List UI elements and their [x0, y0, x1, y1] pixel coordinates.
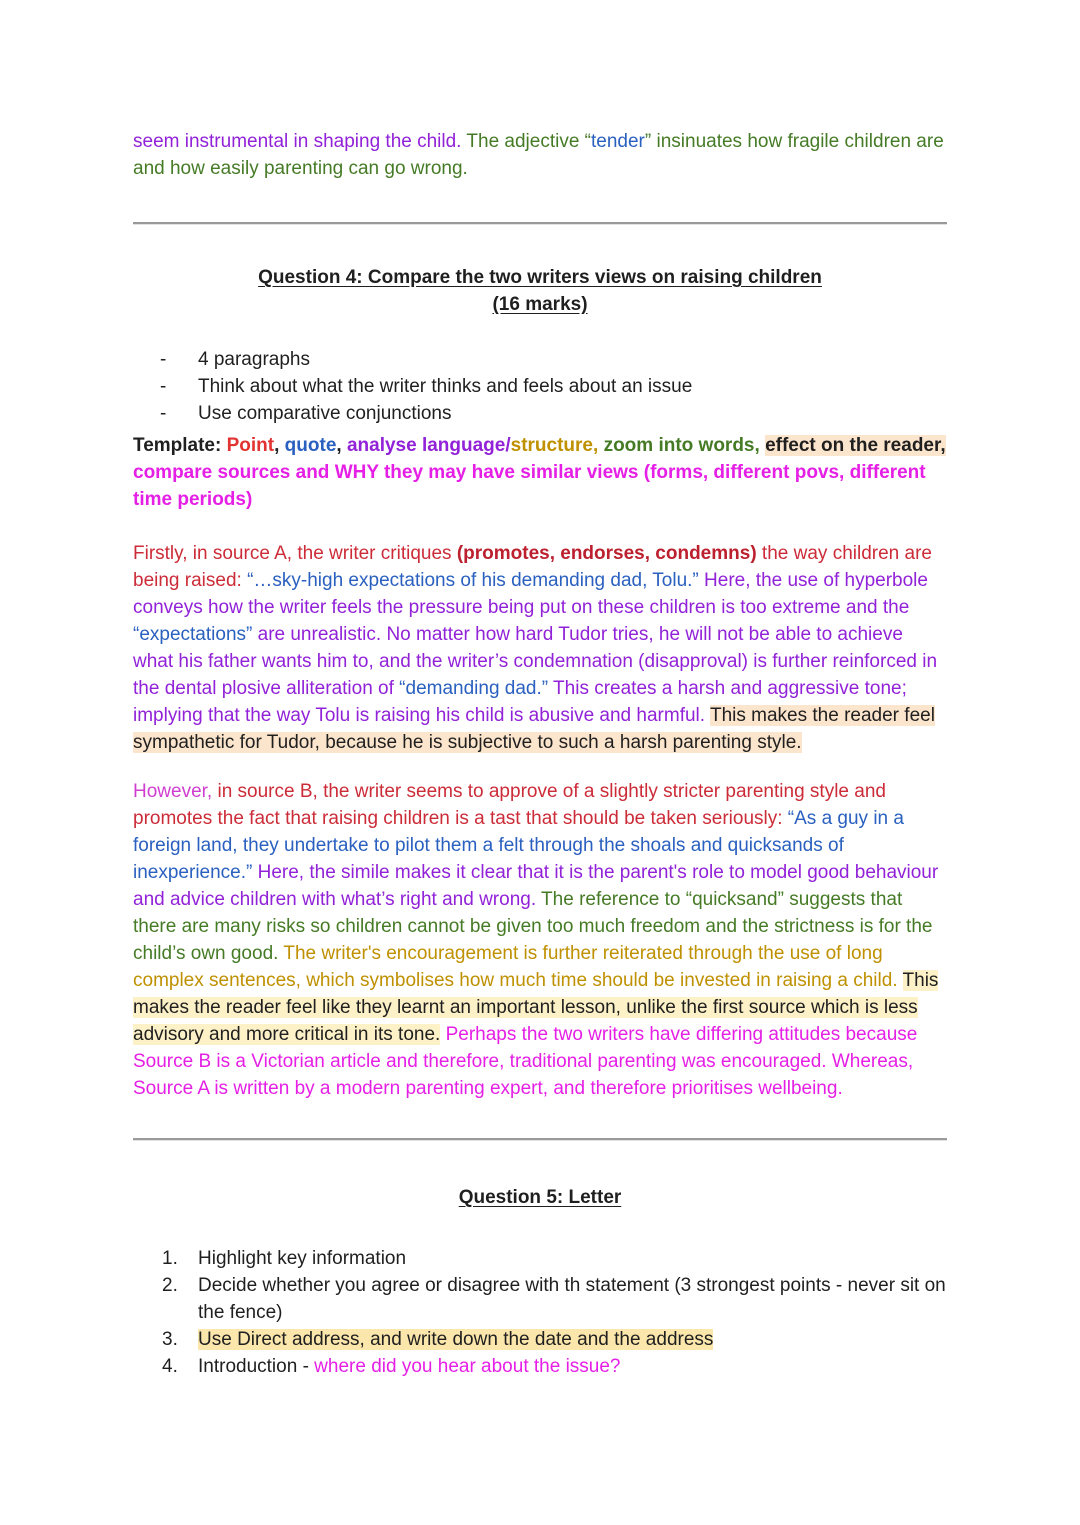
text-run: “demanding dad.”	[399, 678, 549, 699]
text-run: “…sky-high expectations of his demanding dad, Tolu.”	[247, 570, 699, 591]
list-item	[133, 1353, 947, 1380]
list-number: 2.	[162, 1275, 178, 1296]
text-run: analyse language/	[346, 435, 511, 456]
text-run: Here, the simile makes it clear that it is the parent's role to model good behaviour and advice children with what’s right and wrong.	[133, 862, 939, 910]
text-run: ” insinuates how fragile children are and how easily parenting can go wrong.	[133, 131, 944, 179]
text-run: “expectations”	[133, 624, 253, 645]
text-run: are unrealistic. No matter how hard Tudor tries, he will not be able to achieve what his father wants him to, and the writer’s condemnation (disapproval) is further reinforced in the dental plosive alliteration of	[133, 624, 938, 699]
list-item-text	[198, 1272, 947, 1326]
text-run: The adjective “	[466, 131, 592, 152]
text-run: effect on the reader,	[765, 435, 946, 456]
text-run: compare sources and WHY they may have similar views (forms, different povs, different time periods)	[133, 462, 926, 510]
text-run: Introduction -	[198, 1356, 315, 1377]
text-run: Here, the use of hyperbole conveys how the writer feels the pressure being put on these children is too extreme and the	[133, 570, 928, 618]
bullet-marker: -	[160, 376, 167, 397]
text-run: ,	[274, 435, 285, 456]
bullet-item	[133, 400, 947, 427]
text-run: This makes the reader feel like they learnt an important lesson, unlike the first source which is less advisory and more critical in its tone.	[133, 970, 939, 1045]
list-item-text	[198, 1245, 947, 1272]
text-run: Decide whether you agree or disagree with th statement (3 strongest points - never sit on the fence)	[198, 1275, 946, 1323]
bullet-text: 4 paragraphs	[198, 349, 310, 370]
text-run: Template:	[133, 435, 227, 456]
list-number: 4.	[162, 1356, 178, 1377]
question4-heading	[133, 264, 947, 318]
text-run: Highlight key information	[198, 1248, 407, 1269]
text-run: This makes the reader feel sympathetic for Tudor, because he is subjective to such a harsh parenting style.	[133, 705, 935, 753]
text-run: the way children are being raised:	[133, 543, 932, 591]
list-item-text	[198, 1353, 947, 1380]
text-run: ,	[593, 435, 604, 456]
horizontal-rule	[133, 222, 947, 224]
document-content	[133, 0, 947, 1380]
list-number: 3.	[162, 1329, 178, 1350]
bullet-text: Think about what the writer thinks and feels about an issue	[198, 376, 693, 397]
question5-heading-line	[133, 1184, 947, 1211]
text-run: “As a guy in a foreign land, they undertake to pilot them a felt through the shoals and quicksands of inexperience.”	[133, 808, 904, 883]
text-run: zoom into words	[603, 435, 755, 456]
list-number: 1.	[162, 1248, 178, 1269]
text-run: (promotes, endorses, condemns)	[456, 543, 757, 564]
bullet-marker: -	[160, 403, 167, 424]
top-paragraph	[133, 0, 947, 182]
text-run: ,	[336, 435, 347, 456]
text-run: Point	[226, 435, 275, 456]
question4-heading-line2	[133, 291, 947, 318]
text-run: This creates a harsh and aggressive tone; implying that the way Tolu is raising his child is abusive and harmful.	[133, 678, 907, 726]
bullet-marker: -	[160, 349, 167, 370]
question4-marks-text: (16 marks)	[492, 294, 588, 315]
text-run: ,	[754, 435, 766, 456]
numbered-list	[133, 1245, 947, 1380]
text-run: quote	[284, 435, 337, 456]
list-item	[133, 1245, 947, 1272]
text-run: in source B, the writer seems to approve of a slightly stricter parenting style and promotes the fact that raising children is a tast that should be taken seriously:	[133, 781, 886, 829]
text-run: tender	[591, 131, 645, 152]
bullet-list	[133, 346, 947, 427]
text-run: seem instrumental in shaping the child.	[133, 131, 467, 152]
text-run: Perhaps the two writers have differing attitudes because Source B is a Victorian article and therefore, traditional parenting was encouraged. Whereas, Source A is written by a modern parenting expert, and therefore prioritises wellbeing.	[133, 1024, 918, 1099]
template-paragraph	[133, 432, 947, 513]
horizontal-rule	[133, 1138, 947, 1140]
question4-title-text: Question 4: Compare the two writers views on raising children	[258, 267, 822, 288]
question5-title-text: Question 5: Letter	[458, 1187, 622, 1208]
analysis-paragraph-source-a	[133, 540, 947, 756]
text-run: Firstly, in source A, the writer critiques	[133, 543, 457, 564]
list-item	[133, 1272, 947, 1326]
bullet-item	[133, 346, 947, 373]
text-run: where did you hear about the issue?	[314, 1356, 621, 1377]
list-item-text	[198, 1326, 947, 1353]
text-run: Use Direct address, and write down the date and the address	[198, 1329, 714, 1350]
text-run: However,	[133, 781, 213, 802]
text-run: The reference to “quicksand” suggests that there are many risks so children cannot be given too much freedom and the strictness is for the child’s own good.	[133, 889, 933, 964]
analysis-paragraph-source-b	[133, 778, 947, 1102]
list-item	[133, 1326, 947, 1353]
text-run: The writer's encouragement is further reiterated through the use of long complex sentences, which symbolises how much time should be invested in raising a child.	[133, 943, 903, 991]
question4-heading-line1	[133, 264, 947, 291]
bullet-text: Use comparative conjunctions	[198, 403, 452, 424]
text-run: structure	[510, 435, 593, 456]
question5-heading	[133, 1184, 947, 1211]
bullet-item	[133, 373, 947, 400]
